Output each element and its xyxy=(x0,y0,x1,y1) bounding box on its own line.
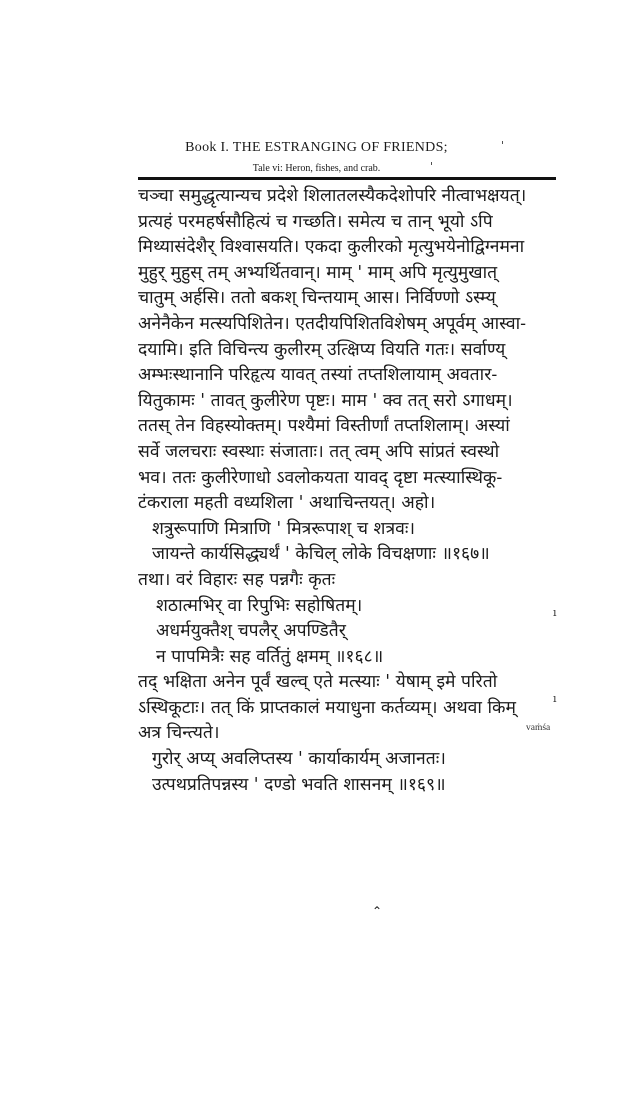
verse-line: शठात्मभिर् वा रिपुभिः सहोषितम्। xyxy=(156,595,363,616)
text-line: टंकराला महती वध्यशिला ' अथाचिन्तयत्। अहो। xyxy=(138,493,436,514)
margin-note: vaṁśa xyxy=(526,723,551,733)
ink-speck: ı xyxy=(553,606,557,619)
verse-line: जायन्ते कार्यसिद्ध्यर्थं ' केचिल् लोके विचक्षणाः ॥१६७॥ xyxy=(152,544,490,565)
running-header xyxy=(0,140,633,174)
text-line: मुहुर् मुहुस् तम् अभ्यर्थितवान्। माम् ' माम् अपि मृत्युमुखात् xyxy=(138,262,498,283)
text-line: भव। ततः कुलीरेणाधो ऽवलोकयता यावद् दृष्टा मत्स्यास्थिकू- xyxy=(138,467,503,488)
verse-line: शत्रुरूपाणि मित्राणि ' मित्ररूपाश् च शत्रवः। xyxy=(152,518,416,539)
verse-line: उत्पथप्रतिपन्नस्य ' दण्डो भवति शासनम् ॥१६९॥ xyxy=(152,774,446,795)
text-line: मिथ्यासंदेशैर् विश्वासयति। एकदा कुलीरको मृत्युभयेनोद्विग्नमना xyxy=(138,237,525,258)
verse-line: न पापमित्रैः सह वर्तितुं क्षमम् ॥१६८॥ xyxy=(156,646,384,667)
text-line: सर्वे जलचराः स्वस्थाः संजाताः। तत् त्वम् अपि सांप्रतं स्वस्थो xyxy=(138,441,500,462)
text-line: ततस् तेन विहस्योक्तम्। पश्यैमां विस्तीर्णां तप्तशिलाम्। अस्यां xyxy=(138,416,510,437)
text-line: अनेनैकेन मत्स्यपिशितेन। एतदीयपिशितविशेषम् अपूर्वम् आस्वा- xyxy=(138,313,527,334)
text-line: यितुकामः ' तावत् कुलीरेण पृष्टः। माम ' क्व तत् सरो ऽगाधम्। xyxy=(138,390,513,411)
text-line: अत्र चिन्त्यते। xyxy=(138,723,220,744)
running-subtitle: Tale vi: Heron, fishes, and crab. xyxy=(252,163,381,174)
running-title: Book I. THE ESTRANGING OF FRIENDS; xyxy=(185,140,448,155)
text-line: अम्भःस्थानानि परिहृत्य यावत् तस्यां तप्तशिलायाम् अवतार- xyxy=(138,365,498,386)
text-line: ऽस्थिकूटाः। तत् किं प्राप्तकालं मयाधुना कर्तव्यम्। अथवा किम् xyxy=(138,697,516,718)
text-line: चञ्चा समुद्धृत्यान्यच प्रदेशे शिलातलस्यैकदेशोपरि नीत्वाभक्षयत्। xyxy=(138,186,527,206)
ink-speck: ı xyxy=(553,692,557,705)
text-line: प्रत्यहं परमहर्षसौहित्यं च गच्छति। समेत्य च तान् भूयो ऽपि xyxy=(138,211,493,232)
text-line: तद् भक्षिता अनेन पूर्वं खल्व् एते मत्स्याः ' येषाम् इमे परितो xyxy=(138,672,498,693)
text-body xyxy=(138,184,568,798)
ink-speck: ' xyxy=(501,139,505,152)
ink-speck: ' xyxy=(430,160,434,173)
text-line: तथा। वरं विहारः सह पन्नगैः कृतः xyxy=(138,569,336,590)
text-line: चातुम् अर्हसि। ततो बकश् चिन्तयाम् आस। निर्विण्णो ऽस्म्य् xyxy=(138,288,496,309)
verse-line: अधर्मयुक्तैश् चपलैर् अपण्डितैर् xyxy=(156,621,346,642)
header-rule xyxy=(138,177,556,180)
text-line: दयामि। इति विचिन्त्य कुलीरम् उत्क्षिप्य वियति गतः। सर्वाण्य् xyxy=(138,339,506,360)
page-end-mark: ⌃ xyxy=(372,904,383,918)
verse-line: गुरोर् अप्य् अवलिप्तस्य ' कार्याकार्यम् अजानतः। xyxy=(152,749,446,770)
